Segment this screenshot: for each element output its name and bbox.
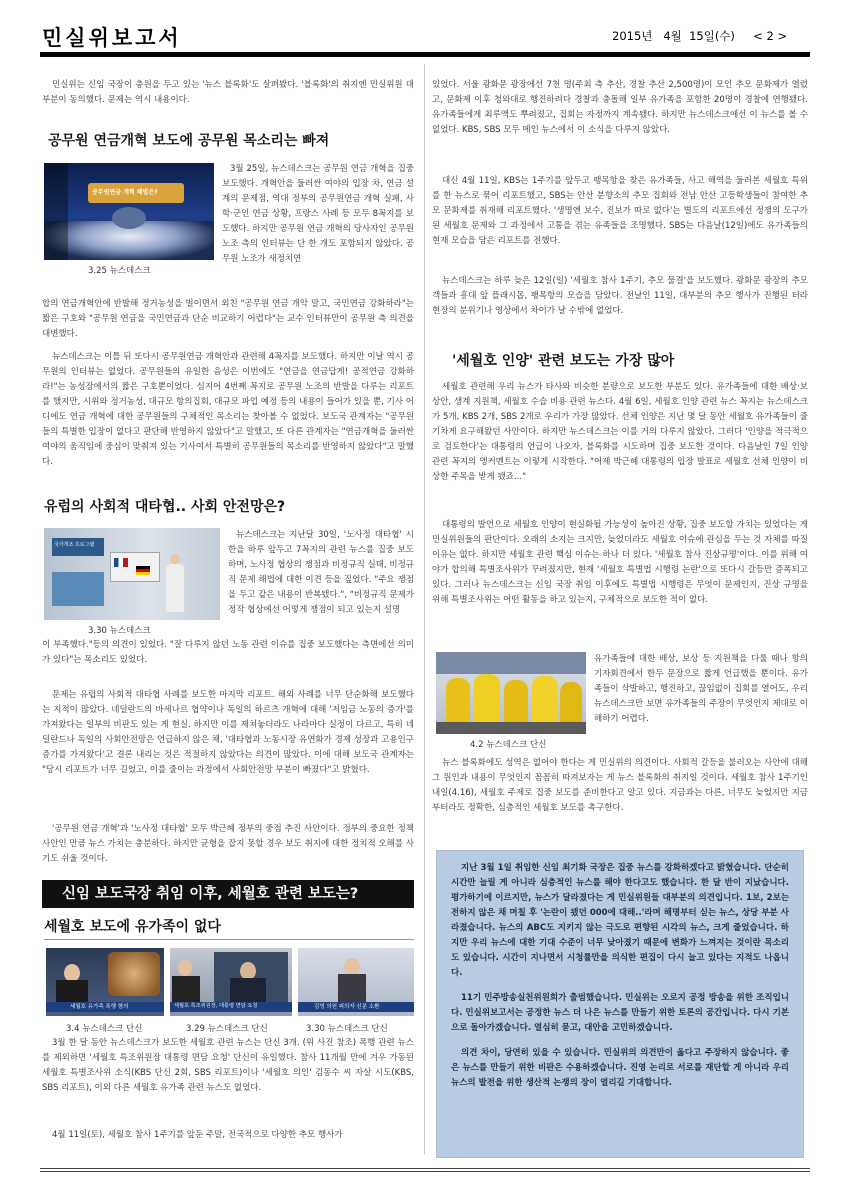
right-paragraph-4: 세월호 관련해 우리 뉴스가 타사와 비슷한 분량으로 보도한 부분도 있다. 유가족들에 대한 배상·보상안, 생계 지원책, 세월호 수습 비용 관련 뉴스다. 4월 6일, 세월호 인양 관련 뉴스 꼭지는 뉴스데스크가 5개, KBS 2개, SBS 2개로 우리가 가장 많았다. 선체 인양은 지난 몇 달 동안 세월호 유가족들이 줄기차게 요구해왔던 사안이다. 하지만 뉴스데스크는 이를 거의 다루지 않았다. 그러다 '인양을 적극적으로 검토한다'는 대통령의 언급이 나오자, 블록화를 시도하며 집중 보도한 것이다. 다음날인 7일 인양 관련 꼭지의 앵커멘트는 이렇게 시작한다. "어제 박근혜 대통령의 입장 발표로 세월호 선체 인양이 비상한 주목을 받게 됐죠..." — [432, 382, 808, 482]
section-banner: 신임 보도국장 취임 이후, 세월호 관련 보도는? — [42, 880, 414, 908]
footer-rule — [40, 1168, 810, 1169]
right-paragraph-6: 유가족들에 대한 배상, 보상 등 지원책을 다룰 때나 항의 기자회견에서 한두 문장으로 짧게 언급했을 뿐이다. 유가족들이 삭발하고, 행진하고, 끊임없이 집회를 열어도, 우리 뉴스데스크만 보면 유가족들의 주장이 무엇인지 제대로 이해하기 어렵다. — [594, 654, 808, 724]
right-paragraph-2: 대신 4월 11일, KBS는 1주기를 앞두고 팽목항을 찾은 유가족들, 사고 해역을 둘러본 세월호 특위를 한 뉴스로 묶어 리포트했고, SBS는 안산 분향소의 추모 집회와 전남 안산 고등학생들이 참여한 추모 문화제를 취재해 리포트했다. '생명엔 보수, 진보가 따로 없다'는 별도의 리포트에선 정쟁의 도구가 된 세월호 문제와 그 과정에서 고통을 겪는 유족들을 조명했다. SBS는 다음날(12일)에도 유가족들의 현재 모습을 담은 리포트를 전했다. — [432, 176, 808, 246]
report-title: 민실위보고서 — [42, 26, 182, 50]
editorial-note-p2: 11기 민주방송실천위원회가 출범했습니다. 민실위는 오로지 공정 방송을 위한 조직입니다. 민실위보고서는 공정한 뉴스 더 나은 뉴스를 만들기 위한 토론의 공간입니다. 다시 기본으로 돌아가겠습니다. 열심히 묻고, 대안을 고민하겠습니다. — [451, 993, 789, 1033]
column-divider — [424, 64, 425, 1154]
europe-paragraph-1: 이 부족했다."등의 의견이 있었다. "잘 다루지 않던 노동 관련 이슈를 집중 보도했다는 측면에선 의미가 있다"는 목소리도 있었다. — [42, 640, 414, 665]
right-paragraph-7: 뉴스 블록화에도 성역은 없어야 한다는 게 민실위의 의견이다. 사회적 갈등을 불러오는 사안에 대해 그 원인과 내용이 무엇인지 꼼꼼히 따져보자는 게 뉴스 블록화의 취지일 것이다. 세월호 참사 1주기인 내일(4.16), 세월호 주제로 집중 보도를 준비한다고 알고 있다. 지금과는 다른, 너무도 늦었지만 지금부터라도 정확한, 심층적인 세월호 보도를 촉구한다. — [432, 758, 808, 813]
europe-paragraph-1-start: 뉴스데스크는 지난달 30일, '노사정 대타협' 시한을 하루 앞두고 7꼭지의 관련 뉴스를 집중 보도하며, 노사정 협상의 쟁점과 비정규직 실태, 비정규직 문제 해법에 대한 이견 등을 짚었다. "주요 쟁점을 두고 같은 내용이 반복됐다.", "비정규직 문제가 정작 협상에선 어떻게 쟁점이 되고 있는지 설명 — [228, 530, 414, 615]
photo-caption: 3.30 뉴스데스크 — [88, 626, 151, 636]
section-heading-salvage: '세월호 인양' 관련 보도는 가장 많아 — [452, 353, 675, 369]
family-protest-photo — [436, 652, 586, 734]
editorial-note-p3: 의견 차이, 당연히 있을 수 있습니다. 민실위의 의견만이 옳다고 주장하지 않습니다. 좋은 뉴스를 만들기 위한 비판은 수용하겠습니다. 진영 논리로 서로를 재단할 게 아니라 우리 뉴스의 발전을 위한 생산적 논쟁의 장이 열리길 기대합니다. — [451, 1048, 789, 1088]
right-paragraph-5: 대통령의 발언으로 세월호 인양이 현실화될 가능성이 높아진 상황, 집중 보도할 가치는 있었다는 게 민실위원들의 판단이다. 오래의 소지는 크지만, 늦었더라도 세월호 이슈에 관심을 두는 것 자체를 따질 이유는 없다. 하지만 세월호 관련 핵심 이슈는 하나 더 있다. '세월호 참사 진상규명'이다. 이를 위해 여야가 합의해 특별조사위가 꾸려졌지만, 현재 '세월호 특별법 시행령 논란'으로 또다시 갈등만 증폭되고 있다. 그러나 뉴스데스크는 신임 국장 취임 이후에도 특별법 시행령은 무엇이 문제인지, 진상 규명을 위해 특별조사위는 어떤 활동을 하고 있는지, 구체적으로 보도한 적이 없다. — [432, 520, 808, 605]
right-paragraph-3: 뉴스데스크는 하루 늦은 12일(일) '세월호 참사 1주기, 추모 물결'을 보도했다. 광화문 광장의 추모객들과 흥대 앞 플래시몹, 팽목항의 모습을 담았다. 전날인 11일, 대부분의 추모 행사가 진행된 터라 현장의 분위기나 영상에서 차이가 날 수밖에 없었다. — [432, 276, 808, 316]
pension-news-photo — [44, 163, 214, 260]
europe-paragraph-2: 문제는 유럽의 사회적 대타협 사례를 보도한 마지막 리포트. 해외 사례를 너무 단순화해 보도했다는 지적이 많았다. 네덜란드의 바세나르 협약이나 독일의 하르츠 개혁에 대해 '저임금 노동의 증가'를 가져왔다는 일부의 비판도 있는 게 현실. 하지만 이를 제쳐놓더라도 나라마다 실정이 다르고, 특히 네덜란드나 독일의 사회안전망은 언급하지 않은 채, '대타협과 노동시장 유연화가 경제 성장과 고용인구 증가를 가져왔다'고 결론 내리는 것은 적절하지 않았다는 의견이 많았다. 이에 대해 보도국 관계자는 "당시 리포트가 너무 길었고, 이를 줄이는 과정에서 사회안전망 부분이 빠졌다"고 밝혔다. — [42, 690, 414, 775]
photo-overlay-text: 세월호 유가족 폭행 혐의 — [70, 1004, 129, 1010]
photo-caption: 3.29 뉴스데스크 단신 — [186, 1024, 268, 1034]
photo-caption: 3.25 뉴스데스크 — [88, 266, 151, 276]
photo-overlay-text: 공무원연금 개혁 해법은? — [92, 189, 158, 196]
sewol-photo-3 — [298, 948, 414, 1016]
section-heading-pension: 공무원 연금개혁 보도에 공무원 목소리는 빠져 — [48, 133, 330, 149]
right-paragraph-1: 있었다. 서울 광화문 광장에선 7천 명(주최 측 추산, 경찰 추산 2,500명)이 모인 추모 문화제가 열렸고, 문화제 이후 청와대로 행진하려다 경찰과 충돌해 일부 유가족을 포함한 20명이 경찰에 연행됐다. 유가족들에게 최루액도 뿌려졌고, 집회는 자정까지 계속됐다. 하지만 뉴스데스크에선 이 뉴스를 볼 수 없었다. KBS, SBS 모두 메인 뉴스에서 이 소식을 다루지 않았다. — [432, 80, 808, 135]
pension-paragraph-1-start: 3월 25일, 뉴스데스크는 공무원 연금 개혁을 집중 보도했다. 개혁안을 둘러싼 여야의 입장 차, 연금 설계의 문제점, 역대 정부의 공무원연금 개혁 실패, 사학·군인 연금 상황, 프랑스 사례 등 모두 8꼭지를 보도했다. 하지만 공무원 연금 개혁의 당사자인 공무원 노조 측의 인터뷰는 단 한 개도 포함되지 않았다. 공무원 노조가 새정치연 — [222, 164, 414, 264]
europe-paragraph-3: '공무원 연금 개혁'과 '노사정 대타협' 모두 박근혜 정부의 중점 추진 사안이다. 정부의 중요한 정책 사안인 만큼 뉴스 가치는 충분하다. 하지만 균형을 잡지 못할 경우 보도 취지에 대한 정치적 오해를 사기도 쉬울 것이다. — [42, 824, 414, 864]
pension-paragraph-1: 합의 연금개혁안에 반발해 정거농성을 벌이면서 외친 "공무원 연금 개악 말고, 국민연금 강화하라"는 짧은 구호와 "공무원 연금을 국민연금과 단순 비교하기 어렵다"는 교수 인터뷰만이 공무원 측 의견을 대변했다. — [42, 299, 414, 339]
sewol-paragraph-1: 3월 한 달 동안 뉴스데스크가 보도한 세월호 관련 뉴스는 단신 3개. (위 사진 참조) 폭행 관련 뉴스를 제외하면 '세월호 특조위원장 대통령 면담 요청' 단신이 유일했다. 참사 11개월 만에 겨우 가동된 세월호 특별조사위 소식(KBS 단신 2회, SBS 리포트)이나 '세월호 의인' 김동수 씨 자살 시도(KBS, SBS 리포트), 이외 다른 세월호 유가족 관련 뉴스도 없었다. — [42, 1038, 414, 1093]
issue-date: 2015년 4월 15일(수) < 2 > — [612, 29, 788, 43]
footer-rule — [40, 1171, 810, 1172]
photo-caption: 3.4 뉴스데스크 단신 — [66, 1024, 143, 1034]
section-heading-europe: 유럽의 사회적 대타협.. 사회 안전망은? — [44, 499, 286, 515]
header-bar — [40, 52, 810, 57]
editorial-note-p1: 지난 3월 1일 취임한 신임 최기화 국장은 집중 뉴스를 강화하겠다고 밝혔습니다. 단순히 시간만 늘릴 게 아니라 심층적인 뉴스를 해야 한다고도 했습니다. 한 달 반이 지났습니다. 평가하기에 이르지만, 뉴스가 달라졌다는 게 민실위원들 대부분의 의견입니다. 1보, 2보는 전하지 않은 채 며칠 후 '논란이 됐던 000에 대해..'라며 해명부터 싣는 뉴스, 상당 부분 사라졌습니다. 뉴스의 ABC도 지키지 않는 극도로 편향된 시각의 뉴스, 크게 줄었습니다. 하지만 우리 뉴스에 대한 기대 수준이 너무 낮아졌기 때문에 변화가 느껴지는 것이란 목소리도 있습니다. 시간이 지나면서 시청률만을 의식한 편집이 다시 늘고 있다는 지적도 나옵니다. — [451, 863, 789, 978]
sewol-paragraph-2: 4월 11일(토), 세월호 참사 1주기를 앞둔 주말, 전국적으로 다양한 추모 행사가 — [52, 1130, 343, 1140]
sewol-photo-2 — [170, 948, 292, 1016]
sewol-photo-1 — [46, 948, 164, 1016]
photo-caption: 4.2 뉴스데스크 단신 — [470, 740, 547, 750]
photo-overlay-text: 세월호 특조위원장, 대통령 면담 요청 — [174, 1003, 258, 1009]
intro-text: 민실위는 신임 국장이 충원을 두고 있는 '뉴스 블록화'도 살펴봤다. '블록화'의 취지엔 민실위원 대부분이 동의했다. 문제는 역시 내용이다. — [42, 80, 414, 105]
editorial-note-box — [436, 850, 804, 1158]
photo-caption: 3.30 뉴스데스크 단신 — [306, 1024, 388, 1034]
section-heading-sewol-family: 세월호 보도에 유가족이 없다 — [44, 916, 414, 940]
pension-paragraph-2: 뉴스데스크는 이틀 뒤 또다시 공무원연금 개혁안과 관련해 4꼭지를 보도했다. 하지만 이날 역시 공무원의 인터뷰는 없었다. 공무원들의 유일한 음성은 이번에도 "연금을 연금답게! 공적연금 강화하라!"는 농성장에서의 짧은 구호뿐이었다. 심지어 4번째 꼭지로 공무원 노조의 반발을 다루는 리포트를 했지만, 시위와 정거농성, 대규모 항의집회, 대규모 파업 예정 등의 내용이 들어가 있을 뿐, 기사 어디에도 연금 개혁에 대한 공무원들의 구체적인 목소리는 찾아볼 수 없었다. 보도국 관계자는 "공무원들의 특별한 입장이 없다고 판단해 반영하지 않았다"고 말했고, 또 다른 관계자는 "연금개혁을 둘러싼 여야의 움직임에 중심이 맞춰져 있는 기사여서 특별히 공무원들의 목소리를 반영하지 않았다"고 말했다. — [42, 352, 414, 467]
europe-news-photo: 국가개조 프로그램 — [44, 528, 220, 620]
photo-overlay-text: 김영 의원 피의자 신분 소환 — [314, 1004, 380, 1010]
